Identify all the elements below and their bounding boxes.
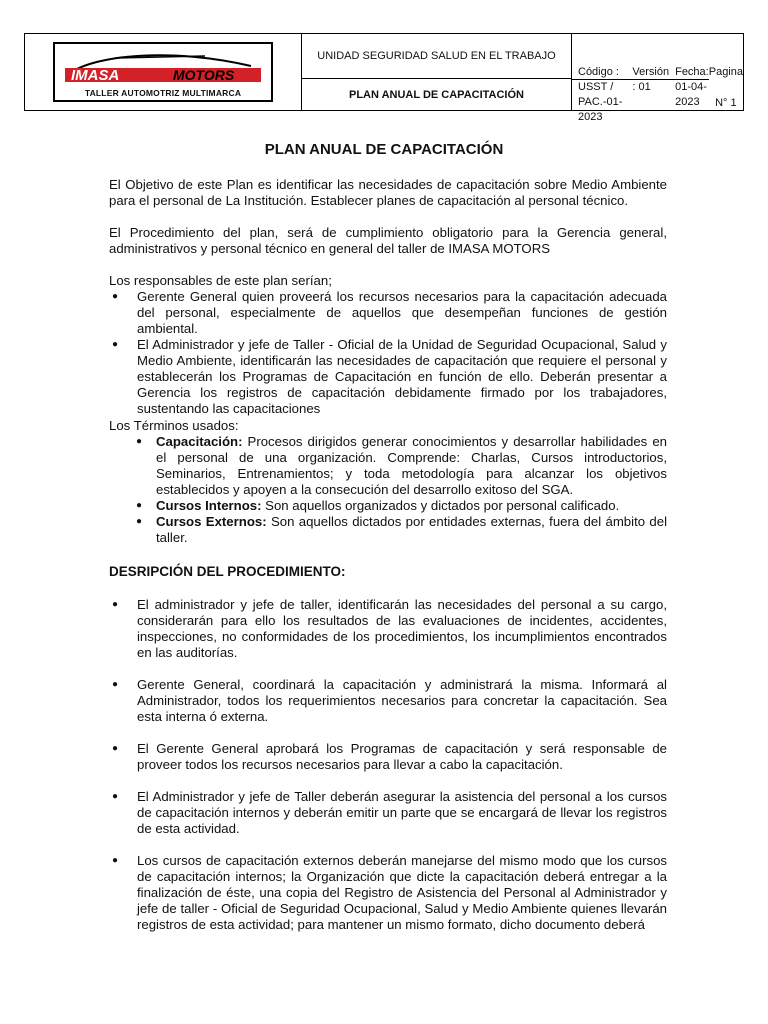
list-item: ● El Administrador y jefe de Taller deberán asegurar la asistencia del personal a los cursos de capacitación internos y deberán emitir un parte que se encargará de llevar los registros de esta actividad. xyxy=(112,789,667,836)
unit-name: UNIDAD SEGURIDAD SALUD EN EL TRABAJO xyxy=(302,34,572,79)
term-definition: Son aquellos organizados y dictados por personal calificado. xyxy=(261,498,620,513)
document-code: Código : USST / PAC.-01-2023 xyxy=(572,65,626,80)
terms-list xyxy=(136,434,667,546)
bullet-icon: ● xyxy=(112,791,119,802)
term-label: Capacitación: xyxy=(156,434,243,449)
list-item: ● El Administrador y jefe de Taller - Oficial de la Unidad de Seguridad Ocupacional, Salud y Medio Ambiente, identificarán las necesidades de capacitación que requiere el personal y establecerán los Programas de Capacitación en función de ello. Deberán presentar a Gerencia los registros de capacitación debidamente firmado por los trabajadores, sustentando las capacitaciones xyxy=(112,337,667,416)
list-item: ● Gerente General, coordinará la capacitación y administrará la misma. Informará al Administrador, todos los requerimientos necesarios para concretar la capacitación. Sea esta interna ó externa. xyxy=(112,677,667,724)
responsibles-list xyxy=(112,289,667,417)
page-number: Pagina N° 1 xyxy=(708,65,743,109)
objective-paragraph: El Objetivo de este Plan es identificar las necesidades de capacitación sobre Medio Ambiente para el personal de La Institución. Establecer planes de capacitación al personal técnico. xyxy=(109,177,667,208)
list-item: ● Los cursos de capacitación externos deberán manejarse del mismo modo que los cursos de capacitación internos; la Organización que dicte la capacitación deberá entregar a la finalización de éste, una copia del Registro de Asistencia del Personal al Administrador y jefe de taller - Oficial de Seguridad Ocupacional, Salud y Medio Ambiente quienes llevarán registros de esta actividad; para mantener un mismo formato, dicho documento deberá xyxy=(112,853,667,932)
list-item xyxy=(136,434,667,498)
responsibles-intro: Los responsables de este plan serían; xyxy=(109,273,332,288)
term-definition: Procesos dirigidos generar conocimientos y desarrollar habilidades en el personal de una organización. Comprende: Charlas, Cursos introductorios, Seminarios, Entrenamientos; y toda metodología para alcanzar los objetivos establecidos y apoyen a la consecución del desarrollo exitoso del SGA. xyxy=(156,434,667,497)
list-item xyxy=(136,498,667,514)
procedure-paragraph: El Procedimiento del plan, será de cumplimiento obligatorio para la Gerencia general, administrativos y personal técnico en general del taller de IMASA MOTORS xyxy=(109,225,667,256)
section-heading: DESRIPCIÓN DEL PROCEDIMIENTO: xyxy=(109,564,346,579)
bullet-icon: ● xyxy=(136,436,143,447)
logo-cell xyxy=(25,34,302,110)
header-plan-title: PLAN ANUAL DE CAPACITACIÓN xyxy=(302,79,572,110)
document-date: Fecha: 01-04-2023 xyxy=(669,65,709,80)
logo-tagline: TALLER AUTOMOTRIZ MULTIMARCA xyxy=(84,88,242,98)
document-title: PLAN ANUAL DE CAPACITACIÓN xyxy=(264,141,504,158)
term-label: Cursos Externos: xyxy=(156,514,267,529)
list-item xyxy=(136,514,667,546)
document-version: Versión : 01 xyxy=(626,65,669,80)
list-item: ● Gerente General quien proveerá los recursos necesarios para la capacitación adecuada del personal, especialmente de aquellos que desempeñan funciones de gestión ambiental. xyxy=(112,289,667,336)
bullet-icon: ● xyxy=(112,291,119,302)
bullet-icon: ● xyxy=(112,599,119,610)
bullet-icon: ● xyxy=(112,855,119,866)
logo-brand: IMASA xyxy=(71,67,120,84)
bullet-icon: ● xyxy=(112,743,119,754)
bullet-icon: ● xyxy=(112,679,119,690)
document-control-info xyxy=(572,34,743,123)
list-item: ● El Gerente General aprobará los Programas de capacitación y será responsable de proveer todos los recursos necesarios para llevar a cabo la capacitación. xyxy=(112,741,667,772)
procedure-list xyxy=(112,597,667,933)
bullet-icon: ● xyxy=(112,339,119,350)
logo-motors: MOTORS xyxy=(173,67,235,83)
term-definition: Son aquellos dictados por entidades externas, fuera del ámbito del taller. xyxy=(156,514,667,545)
bullet-icon: ● xyxy=(136,516,143,527)
terms-intro: Los Términos usados: xyxy=(109,418,239,433)
document-header xyxy=(24,33,744,123)
company-logo xyxy=(53,42,273,102)
term-label: Cursos Internos: xyxy=(156,498,262,513)
bullet-icon: ● xyxy=(136,500,143,511)
list-item: ● El administrador y jefe de taller, identificarán las necesidades del personal a su cargo, considerarán para ello los resultados de las evaluaciones de incidentes, accidentes, inspecciones, no conformidades de los procedimientos, los incumplimientos encontrados en las auditorías. xyxy=(112,597,667,660)
